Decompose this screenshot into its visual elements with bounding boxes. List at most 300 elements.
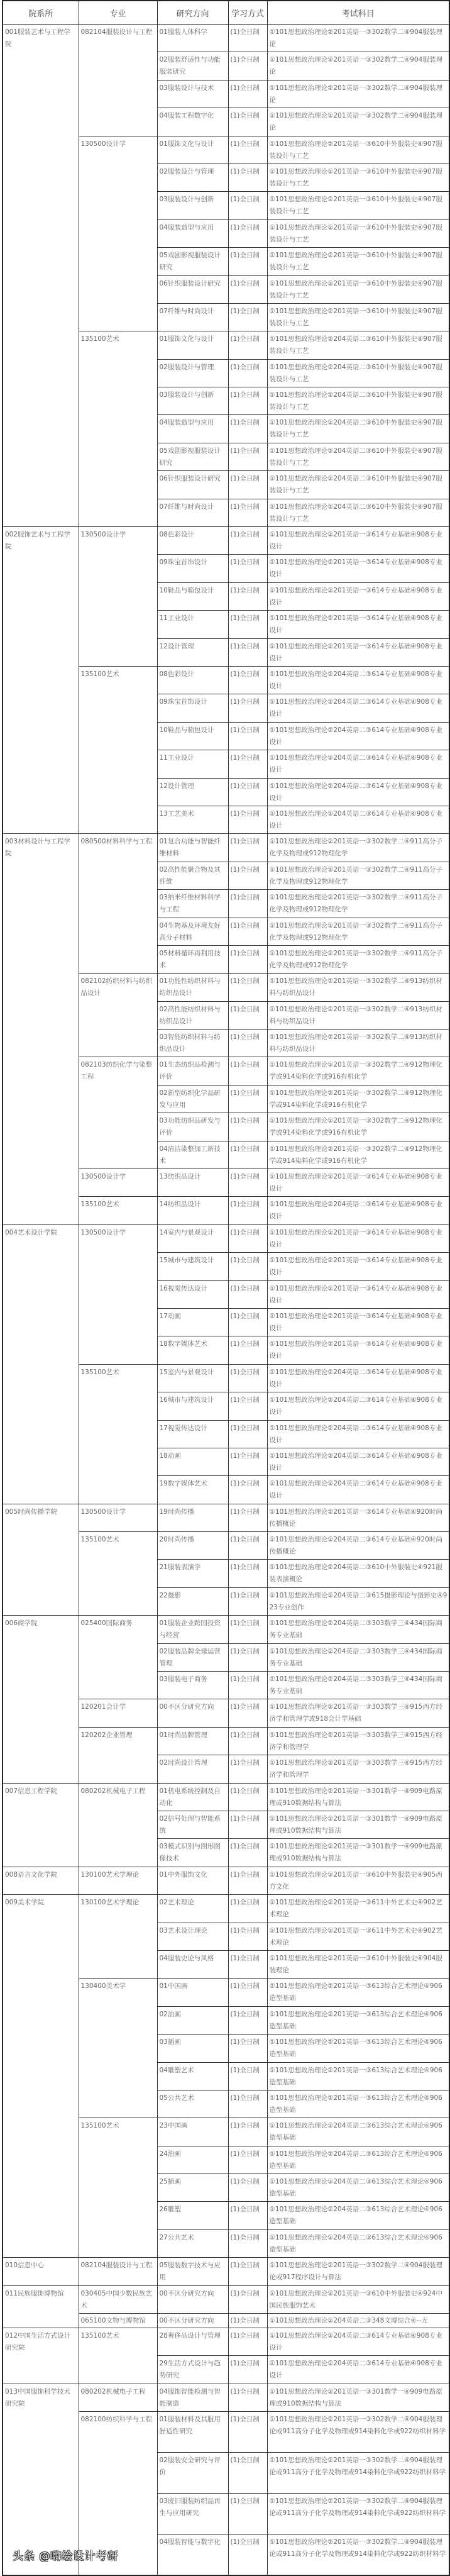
study-mode-cell: (1)全日制 (228, 1616, 267, 1643)
exam-subjects-cell: ①101思想政治理论②204英语二③614专业基础④908专业设计 (267, 2356, 449, 2384)
study-mode-cell: (1)全日制 (228, 1476, 267, 1504)
study-mode-cell: (1)全日制 (228, 1867, 267, 1894)
direction-cell: 05戏剧影视服装设计研究 (157, 248, 228, 275)
exam-subjects-cell: ①101思想政治理论②201英语一③302数学二④904服装理论 (267, 25, 449, 52)
major-cell: 135100艺术 (79, 1364, 157, 1504)
study-mode-cell: (1)全日制 (228, 1923, 267, 1950)
table-row (3, 1783, 449, 1811)
exam-subjects-cell: ①101思想政治理论②201英语一③614专业基础④908专业设计 (267, 527, 449, 555)
study-mode-cell: (1)全日制 (228, 2356, 267, 2384)
study-mode-cell: (1)全日制 (228, 1755, 267, 1783)
direction-cell: 02服装舒适性与功能服装研究 (157, 52, 228, 80)
study-mode-cell: (1)全日制 (228, 1979, 267, 2006)
table-row (3, 834, 449, 862)
exam-subjects-cell: ①101思想政治理论②204英语二③614专业基础④908专业设计 (267, 1364, 449, 1392)
direction-cell: 04服装造型与应用 (157, 415, 228, 443)
direction-cell: 02服装安全研究与评价 (157, 2453, 228, 2494)
exam-subjects-cell: ①101思想政治理论②201英语一③614专业基础④908专业设计 (267, 1280, 449, 1308)
direction-cell: 12设计管理 (157, 638, 228, 666)
exam-subjects-cell: ①101思想政治理论②204英语二③614专业基础④908专业设计 (267, 722, 449, 750)
study-mode-cell: (1)全日制 (228, 918, 267, 945)
major-cell: 130100艺术学理论 (79, 1895, 157, 1979)
direction-cell: 17视觉传达设计 (157, 1420, 228, 1448)
direction-cell: 01中外服饰文化 (157, 1867, 228, 1894)
major-cell: 080500材料科学与工程 (79, 834, 157, 974)
major-cell: 130500设计学 (79, 1504, 157, 1531)
direction-cell: 03服装设计与创新 (157, 192, 228, 219)
header-exam-subjects: 考试科目 (267, 1, 449, 25)
study-mode-cell: (1)全日制 (228, 2006, 267, 2034)
study-mode-cell: (1)全日制 (228, 2090, 267, 2118)
study-mode-cell: (1)全日制 (228, 945, 267, 973)
direction-cell: 02信号处理与智能系统 (157, 1811, 228, 1839)
study-mode-cell: (1)全日制 (228, 2314, 267, 2328)
exam-subjects-cell: ①101思想政治理论②201英语一③613综合艺术理论④906造型基础 (267, 2062, 449, 2090)
school-cell: 005时尚传播学院 (3, 1504, 79, 1616)
direction-cell: 05戏剧影视服装设计研究 (157, 443, 228, 470)
exam-subjects-cell: ①101思想政治理论②201英语一③610中外服装史④924中国民族服饰艺术 (267, 2285, 449, 2313)
study-mode-cell: (1)全日制 (228, 164, 267, 191)
study-mode-cell: (1)全日制 (228, 974, 267, 1001)
direction-cell: 02艺术理论 (157, 1895, 228, 1923)
exam-subjects-cell: ①101思想政治理论②201英语一③302数学二④911高分子化学及物理或912物理化学 (267, 834, 449, 862)
major-cell: 082100纺织科学与工程 (79, 2412, 157, 2575)
direction-cell: 27公共艺术 (157, 2229, 228, 2257)
direction-cell: 26雕塑 (157, 2202, 228, 2229)
direction-cell: 13工艺美术 (157, 806, 228, 833)
watermark: 头条 @嗨绘设计考研 (13, 2550, 119, 2563)
header-row (3, 1, 449, 25)
direction-cell: 07纤维与时尚设计 (157, 303, 228, 331)
table-row (3, 2384, 449, 2411)
direction-cell: 02高性能纺织材料与纺织品设计 (157, 1001, 228, 1029)
direction-cell: 21服装表演学 (157, 1560, 228, 1587)
study-mode-cell: (1)全日制 (228, 1587, 267, 1615)
exam-subjects-cell: ①101思想政治理论②201英语一③610中外服装史④907服装设计与工艺 (267, 192, 449, 219)
exam-subjects-cell: ①101思想政治理论②201英语一③610中外服装史④907服装设计与工艺 (267, 136, 449, 164)
exam-subjects-cell: ①101思想政治理论②201英语一③302数学二④904服装理论或917程序设计与算法 (267, 2258, 449, 2285)
exam-subjects-cell: ①101思想政治理论②201英语一③302数学二④904服装理论或911高分子化学及物理或914染料化学或922纺织材料学 (267, 2453, 449, 2494)
exam-subjects-cell: ①101思想政治理论②201英语一③614专业基础④908专业设计 (267, 638, 449, 666)
direction-cell: 04服装史论与风格 (157, 1950, 228, 1978)
exam-subjects-cell: ①101思想政治理论②204英语二③613综合艺术理论④906造型基础 (267, 2174, 449, 2202)
direction-cell: 01中国画 (157, 1979, 228, 2006)
direction-cell: 13纺织品设计 (157, 1169, 228, 1197)
header-direction: 研究方向 (157, 1, 228, 25)
study-mode-cell: (1)全日制 (228, 1057, 267, 1085)
exam-subjects-cell: ①101思想政治理论②204英语二③303数学三④434国际商务专业基础 (267, 1643, 449, 1671)
direction-cell: 12设计管理 (157, 778, 228, 806)
study-mode-cell: (1)全日制 (228, 2202, 267, 2229)
table-row (3, 25, 449, 52)
exam-subjects-cell: ①101思想政治理论②201英语一③302数学二④913纺织材料与纺织品设计 (267, 1001, 449, 1029)
direction-cell: 01机电系统控制及自动化 (157, 1783, 228, 1811)
study-mode-cell: (1)全日制 (228, 1895, 267, 1923)
exam-subjects-cell: ①101思想政治理论②201英语一③302数学二④912物理化学或914染料化学或916有机化学 (267, 1113, 449, 1141)
study-mode-cell: (1)全日制 (228, 471, 267, 499)
study-mode-cell: (1)全日制 (228, 1950, 267, 1978)
exam-subjects-cell: ①101思想政治理论②201英语一③613综合艺术理论④906造型基础 (267, 2090, 449, 2118)
exam-subjects-cell: ①101思想政治理论②201英语一③302数学二④911高分子化学及物理或912物理化学 (267, 890, 449, 918)
exam-subjects-cell: ①101思想政治理论②201英语一③614专业基础④908专业设计 (267, 1308, 449, 1336)
school-cell: 012中国生活方式设计研究院 (3, 2328, 79, 2384)
direction-cell: 14室内与景观设计 (157, 1224, 228, 1252)
exam-subjects-cell: ①101思想政治理论②201英语一③613综合艺术理论④906造型基础 (267, 1979, 449, 2006)
direction-cell: 03服装设计与技术 (157, 80, 228, 108)
direction-cell: 28奢侈品设计与管理 (157, 2328, 228, 2356)
study-mode-cell: (1)全日制 (228, 52, 267, 80)
exam-subjects-cell: ①101思想政治理论②201英语一③302数学二④912物理化学或914染料化学或916有机化学 (267, 1057, 449, 1085)
direction-cell: 03智能纺织材料与纺织品设计 (157, 1030, 228, 1057)
direction-cell: 01功能性纺织材料与纺织品设计 (157, 974, 228, 1001)
study-mode-cell: (1)全日制 (228, 2118, 267, 2146)
study-mode-cell: (1)全日制 (228, 2328, 267, 2356)
direction-cell: 19时尚传播 (157, 1504, 228, 1531)
study-mode-cell: (1)全日制 (228, 750, 267, 778)
school-cell: 010信息中心 (3, 2258, 79, 2285)
study-mode-cell: (1)全日制 (228, 638, 267, 666)
admissions-catalog-table (2, 0, 450, 2576)
exam-subjects-cell: ①101思想政治理论②204英语二③614专业基础④908专业设计 (267, 694, 449, 722)
major-cell: 135100艺术 (79, 1197, 157, 1224)
exam-subjects-cell: ①101思想政治理论②204英语二③610中外服装史④907服装设计与工艺 (267, 471, 449, 499)
study-mode-cell: (1)全日制 (228, 415, 267, 443)
exam-subjects-cell: ①101思想政治理论②201英语一③302数学二④904服装理论或911高分子化学及物理或914染料化学或922纺织材料学 (267, 2494, 449, 2534)
study-mode-cell: (1)全日制 (228, 1727, 267, 1755)
exam-subjects-cell: ①101思想政治理论②204英语二③348文博综合④--无 (267, 2314, 449, 2328)
exam-subjects-cell: ①101思想政治理论②204英语二③614专业基础④908专业设计 (267, 778, 449, 806)
study-mode-cell: (1)全日制 (228, 862, 267, 889)
exam-subjects-cell: ①101思想政治理论②201英语一③302数学二④911高分子化学及物理或912物理化学 (267, 945, 449, 973)
direction-cell: 01时尚品牌管理 (157, 1727, 228, 1755)
school-cell: 001服装艺术与工程学院 (3, 25, 79, 527)
exam-subjects-cell: ①101思想政治理论②204英语二③610中外服装史④907服装设计与工艺 (267, 331, 449, 359)
table-row (3, 1504, 449, 1531)
study-mode-cell: (1)全日制 (228, 694, 267, 722)
major-cell: 120202企业管理 (79, 1727, 157, 1783)
direction-cell: 08色彩设计 (157, 666, 228, 694)
direction-cell: 01服装人体科学 (157, 25, 228, 52)
study-mode-cell: (1)全日制 (228, 1308, 267, 1336)
exam-subjects-cell: ①101思想政治理论②201英语一③614专业基础④908专业设计 (267, 1169, 449, 1197)
major-cell: 130500设计学 (79, 527, 157, 667)
study-mode-cell: (1)全日制 (228, 2146, 267, 2174)
exam-subjects-cell: ①101思想政治理论②204英语二③613综合艺术理论④906造型基础 (267, 2118, 449, 2146)
direction-cell: 11工业设计 (157, 750, 228, 778)
exam-subjects-cell: ①101思想政治理论②201英语一③610中外服装史④907服装设计与工艺 (267, 219, 449, 247)
exam-subjects-cell: ①101思想政治理论②201英语一③610中外服装史④907服装设计与工艺 (267, 303, 449, 331)
study-mode-cell: (1)全日制 (228, 443, 267, 470)
study-mode-cell: (1)全日制 (228, 136, 267, 164)
table-body (3, 25, 449, 2575)
major-cell: 082104服装设计与工程 (79, 25, 157, 136)
direction-cell: 11工业设计 (157, 611, 228, 638)
study-mode-cell: (1)全日制 (228, 1420, 267, 1448)
exam-subjects-cell: ①101思想政治理论②201英语一③301数学一④909电路原理或910数据结构与算法 (267, 1783, 449, 1811)
study-mode-cell: (1)全日制 (228, 25, 267, 52)
school-cell: 006商学院 (3, 1616, 79, 1783)
major-cell: 130400美术学 (79, 1979, 157, 2118)
major-cell: 080202机械电子工程 (79, 1783, 157, 1867)
exam-subjects-cell: ①101思想政治理论②204英语二③615摄影理论与摄影史④923专业创作 (267, 1587, 449, 1615)
direction-cell: 06针织服装设计研究 (157, 471, 228, 499)
direction-cell: 09珠宝首饰设计 (157, 694, 228, 722)
exam-subjects-cell: ①101思想政治理论②204英语二③614专业基础④908专业设计 (267, 806, 449, 833)
direction-cell: 10鞋品与箱包设计 (157, 582, 228, 610)
major-cell: 130500设计学 (79, 1224, 157, 1364)
exam-subjects-cell: ①101思想政治理论②201英语一③610中外服装史④907服装设计与工艺 (267, 164, 449, 191)
direction-cell: 02新型纺织化学品研发与应用 (157, 1085, 228, 1113)
school-cell: 004艺术设计学院 (3, 1224, 79, 1504)
study-mode-cell: (1)全日制 (228, 1141, 267, 1169)
exam-subjects-cell: ①101思想政治理论②201英语一③610中外服装史④907服装设计与工艺 (267, 275, 449, 303)
direction-cell: 03服装设计与创新 (157, 387, 228, 415)
study-mode-cell: (1)全日制 (228, 1364, 267, 1392)
direction-cell: 24油画 (157, 2146, 228, 2174)
exam-subjects-cell: ①101思想政治理论②204英语二③614专业基础④908专业设计 (267, 666, 449, 694)
exam-subjects-cell: ①101思想政治理论②201英语一③302数学二④912物理化学或914染料化学或916有机化学 (267, 1085, 449, 1113)
direction-cell: 25插画 (157, 2174, 228, 2202)
table-row (3, 1867, 449, 1894)
study-mode-cell: (1)全日制 (228, 1169, 267, 1197)
school-cell: 008语言文化学院 (3, 1867, 79, 1894)
major-cell: 065100文物与博物馆 (79, 2314, 157, 2328)
exam-subjects-cell: ①101思想政治理论②204英语二③613综合艺术理论④906造型基础 (267, 2146, 449, 2174)
direction-cell: 00不区分研究方向 (157, 1699, 228, 1727)
study-mode-cell: (1)全日制 (228, 2494, 267, 2534)
direction-cell: 07纤维与时尚设计 (157, 499, 228, 526)
exam-subjects-cell: ①101思想政治理论②201英语一③301数学一④909电路原理或910数据结构与算法 (267, 1811, 449, 1839)
study-mode-cell: (1)全日制 (228, 778, 267, 806)
exam-subjects-cell: ①101思想政治理论②201英语一③302数学二④911高分子化学及物理或912物理化学 (267, 918, 449, 945)
exam-subjects-cell: ①101思想政治理论②204英语二③610中外服装史④907服装设计与工艺 (267, 359, 449, 387)
direction-cell: 03艺术设计理论 (157, 1923, 228, 1950)
exam-subjects-cell: ①101思想政治理论②204英语二③614专业基础④908专业设计 (267, 1392, 449, 1420)
study-mode-cell: (1)全日制 (228, 1643, 267, 1671)
exam-subjects-cell: ①101思想政治理论②201英语一③613综合艺术理论④906造型基础 (267, 2035, 449, 2062)
study-mode-cell: (1)全日制 (228, 2534, 267, 2575)
study-mode-cell: (1)全日制 (228, 1001, 267, 1029)
direction-cell: 06针织服装设计研究 (157, 275, 228, 303)
direction-cell: 04生物基及环境友好高分子材料 (157, 918, 228, 945)
direction-cell: 03模式识别与图形图像技术 (157, 1839, 228, 1867)
exam-subjects-cell: ①101思想政治理论②204英语二③614专业基础④908专业设计 (267, 750, 449, 778)
major-cell: 135100艺术 (79, 331, 157, 527)
study-mode-cell: (1)全日制 (228, 499, 267, 526)
study-mode-cell: (1)全日制 (228, 2229, 267, 2257)
table-row (3, 2328, 449, 2356)
study-mode-cell: (1)全日制 (228, 2285, 267, 2313)
study-mode-cell: (1)全日制 (228, 275, 267, 303)
major-cell: 082103纺织化学与染整工程 (79, 1057, 157, 1169)
exam-subjects-cell: ①101思想政治理论②204英语二③303数学三④434国际商务专业基础 (267, 1672, 449, 1699)
study-mode-cell: (1)全日制 (228, 1560, 267, 1587)
study-mode-cell: (1)全日制 (228, 1783, 267, 1811)
school-cell: 007信息工程学院 (3, 1783, 79, 1867)
direction-cell: 01复合功能与智能纤维材料 (157, 834, 228, 862)
exam-subjects-cell: ①101思想政治理论②201英语一③303数学三④915西方经济学和管理学 (267, 1755, 449, 1783)
major-cell: 120201会计学 (79, 1699, 157, 1727)
exam-subjects-cell: ①101思想政治理论②201英语一③302数学二④913纺织材料与纺织品设计 (267, 974, 449, 1001)
direction-cell: 01服饰文化与设计 (157, 331, 228, 359)
school-cell: 003材料设计与工程学院 (3, 834, 79, 1224)
exam-subjects-cell: ①101思想政治理论②204英语二③613综合艺术理论④906造型基础 (267, 2229, 449, 2257)
direction-cell: 20时尚传播 (157, 1532, 228, 1560)
table-row (3, 527, 449, 555)
exam-subjects-cell: ①101思想政治理论②204英语二③303数学三④434国际商务专业基础 (267, 1616, 449, 1643)
direction-cell: 02时尚设计管理 (157, 1755, 228, 1783)
direction-cell: 03废旧服装纺织品再生与应用研究 (157, 2494, 228, 2534)
school-cell: 013中国服饰科学技术研究院 (3, 2384, 79, 2575)
study-mode-cell: (1)全日制 (228, 108, 267, 136)
exam-subjects-cell: ①101思想政治理论②201英语一③610中外服装史④905西方文化 (267, 1867, 449, 1894)
study-mode-cell: (1)全日制 (228, 219, 267, 247)
direction-cell: 09珠宝首饰设计 (157, 555, 228, 582)
direction-cell: 23中国画 (157, 2118, 228, 2146)
study-mode-cell: (1)全日制 (228, 1448, 267, 1475)
direction-cell: 04雕塑艺术 (157, 2062, 228, 2090)
study-mode-cell: (1)全日制 (228, 555, 267, 582)
study-mode-cell: (1)全日制 (228, 2258, 267, 2285)
study-mode-cell: (1)全日制 (228, 1504, 267, 1531)
direction-cell: 18数字媒体艺术 (157, 1336, 228, 1364)
exam-subjects-cell: ①101思想政治理论②201英语一③302数学二④904服装理论 (267, 52, 449, 80)
study-mode-cell: (1)全日制 (228, 2384, 267, 2411)
exam-subjects-cell: ①101思想政治理论②201英语一③611中外艺术史④902艺术理论 (267, 1923, 449, 1950)
exam-subjects-cell: ①101思想政治理论②201英语一③614专业基础④920时尚传播概论 (267, 1504, 449, 1531)
major-cell: 130500设计学 (79, 1169, 157, 1197)
exam-subjects-cell: ①101思想政治理论②201英语一③614专业基础④908专业设计 (267, 582, 449, 610)
study-mode-cell: (1)全日制 (228, 1113, 267, 1141)
direction-cell: 02油画 (157, 2006, 228, 2034)
major-cell: 135100艺术 (79, 1532, 157, 1616)
school-cell: 002服饰艺术与工程学院 (3, 527, 79, 834)
exam-subjects-cell: ①101思想政治理论②204英语二③610中外服装史④907服装设计与工艺 (267, 499, 449, 526)
study-mode-cell: (1)全日制 (228, 1197, 267, 1224)
study-mode-cell: (1)全日制 (228, 1699, 267, 1727)
major-cell: 135100艺术 (79, 2328, 157, 2384)
exam-subjects-cell: ①101思想政治理论②201英语一③610中外服装史④904服装理论 (267, 1950, 449, 1978)
exam-subjects-cell: ①101思想政治理论②201英语一③303数学三④915西方经济学和管理学或918会计学基础 (267, 1699, 449, 1727)
table-row (3, 1895, 449, 1923)
direction-cell: 02服装设计与管理 (157, 359, 228, 387)
direction-cell: 19数字媒体艺术 (157, 1476, 228, 1504)
major-cell: 135100艺术 (79, 666, 157, 833)
exam-subjects-cell: ①101思想政治理论②201英语一③301数学一④909电路原理或910数据结构与算法 (267, 2384, 449, 2411)
exam-subjects-cell: ①101思想政治理论②201英语一③303数学三④915西方经济学和管理学 (267, 1727, 449, 1755)
direction-cell: 00不区分研究方向 (157, 2285, 228, 2313)
study-mode-cell: (1)全日制 (228, 834, 267, 862)
major-cell: 135100艺术 (79, 2118, 157, 2258)
direction-cell: 05服装数字技术与应用 (157, 2258, 228, 2285)
table-row (3, 1224, 449, 1252)
exam-subjects-cell: ①101思想政治理论②201英语一③614专业基础④908专业设计 (267, 1336, 449, 1364)
direction-cell: 01服装企业跨国投资与经营 (157, 1616, 228, 1643)
major-cell: 025400国际商务 (79, 1616, 157, 1699)
direction-cell: 05材料循环再利用技术 (157, 945, 228, 973)
exam-subjects-cell: ①101思想政治理论②204英语二③614专业基础④920时尚传播概论 (267, 1532, 449, 1560)
study-mode-cell: (1)全日制 (228, 1030, 267, 1057)
study-mode-cell: (1)全日制 (228, 2062, 267, 2090)
exam-subjects-cell: ①101思想政治理论②201英语一③614专业基础④908专业设计 (267, 1224, 449, 1252)
study-mode-cell: (1)全日制 (228, 2174, 267, 2202)
direction-cell: 03功能纺织品研发与评价 (157, 1113, 228, 1141)
study-mode-cell: (1)全日制 (228, 582, 267, 610)
header-study-mode: 学习方式 (228, 1, 267, 25)
direction-cell: 15城市与建筑设计 (157, 1253, 228, 1280)
direction-cell: 15室内与景观设计 (157, 1364, 228, 1392)
study-mode-cell: (1)全日制 (228, 248, 267, 275)
study-mode-cell: (1)全日制 (228, 1392, 267, 1420)
header-major: 专业 (79, 1, 157, 25)
study-mode-cell: (1)全日制 (228, 80, 267, 108)
exam-subjects-cell: ①101思想政治理论②201英语一③302数学二④904服装理论 (267, 108, 449, 136)
direction-cell: 16城市与建筑设计 (157, 1392, 228, 1420)
direction-cell: 08色彩设计 (157, 527, 228, 555)
study-mode-cell: (1)全日制 (228, 192, 267, 219)
direction-cell: 02高性能聚合物及其纤维 (157, 862, 228, 889)
study-mode-cell: (1)全日制 (228, 1224, 267, 1252)
study-mode-cell: (1)全日制 (228, 331, 267, 359)
direction-cell: 04服饰智能检测与智能制造 (157, 2384, 228, 2411)
direction-cell: 04服装工程数字化 (157, 108, 228, 136)
direction-cell: 03服装电子商务 (157, 1672, 228, 1699)
study-mode-cell: (1)全日制 (228, 2035, 267, 2062)
direction-cell: 01服饰文化与设计 (157, 136, 228, 164)
direction-cell: 17动画 (157, 1308, 228, 1336)
direction-cell: 01服装材料及其服用舒适性研究 (157, 2412, 228, 2453)
exam-subjects-cell: ①101思想政治理论②201英语一③610中外服装史④907服装设计与工艺 (267, 248, 449, 275)
exam-subjects-cell: ①101思想政治理论②204英语二③613综合艺术理论④906造型基础 (267, 2202, 449, 2229)
exam-subjects-cell: ①101思想政治理论②204英语二③614专业基础④908专业设计 (267, 1197, 449, 1224)
study-mode-cell: (1)全日制 (228, 722, 267, 750)
direction-cell: 29生活方式设计与趋势研究 (157, 2356, 228, 2384)
table-row (3, 2285, 449, 2313)
direction-cell: 03纳米纤维材料科学与工程 (157, 890, 228, 918)
direction-cell: 04服装智能与数字化 (157, 2534, 228, 2575)
direction-cell: 00不区分研究方向 (157, 2314, 228, 2328)
exam-subjects-cell: ①101思想政治理论②204英语二③610中外服装史④907服装设计与工艺 (267, 443, 449, 470)
study-mode-cell: (1)全日制 (228, 666, 267, 694)
direction-cell: 18动画 (157, 1448, 228, 1475)
exam-subjects-cell: ①101思想政治理论②201英语一③301数学一④909电路原理或910数据结构与算法 (267, 1839, 449, 1867)
school-cell: 011民族服饰博物馆 (3, 2285, 79, 2328)
exam-subjects-cell: ①101思想政治理论②204英语二③614专业基础④908专业设计 (267, 1420, 449, 1448)
study-mode-cell: (1)全日制 (228, 303, 267, 331)
exam-subjects-cell: ①101思想政治理论②201英语一③613综合艺术理论④906造型基础 (267, 2006, 449, 2034)
exam-subjects-cell: ①101思想政治理论②204英语二③610中外服装史④921服装表演概论 (267, 1560, 449, 1587)
header-school: 院系所 (3, 1, 79, 25)
study-mode-cell: (1)全日制 (228, 2453, 267, 2494)
study-mode-cell: (1)全日制 (228, 1532, 267, 1560)
exam-subjects-cell: ①101思想政治理论②201英语一③614专业基础④908专业设计 (267, 1253, 449, 1280)
exam-subjects-cell: ①101思想政治理论②204英语二③614专业基础④908专业设计 (267, 1476, 449, 1504)
study-mode-cell: (1)全日制 (228, 1672, 267, 1699)
study-mode-cell: (1)全日制 (228, 1253, 267, 1280)
exam-subjects-cell: ①101思想政治理论②201英语一③302数学二④912物理化学或914染料化学或916有机化学 (267, 1141, 449, 1169)
exam-subjects-cell: ①101思想政治理论②201英语一③302数学二④904服装理论或911高分子化学及物理或914染料化学或922纺织材料学 (267, 2412, 449, 2453)
major-cell: 082104服装设计与工程 (79, 2258, 157, 2285)
study-mode-cell: (1)全日制 (228, 890, 267, 918)
direction-cell: 05公共艺术 (157, 2090, 228, 2118)
exam-subjects-cell: ①101思想政治理论②201英语一③614专业基础④908专业设计 (267, 611, 449, 638)
direction-cell: 03插画 (157, 2035, 228, 2062)
exam-subjects-cell: ①101思想政治理论②201英语一③302数学二④911高分子化学及物理或912物理化学 (267, 862, 449, 889)
major-cell: 082102纺织材料与纺织品设计 (79, 974, 157, 1057)
direction-cell: 04服装造型与应用 (157, 219, 228, 247)
major-cell: 130100艺术学理论 (79, 1867, 157, 1894)
direction-cell: 22摄影 (157, 1587, 228, 1615)
